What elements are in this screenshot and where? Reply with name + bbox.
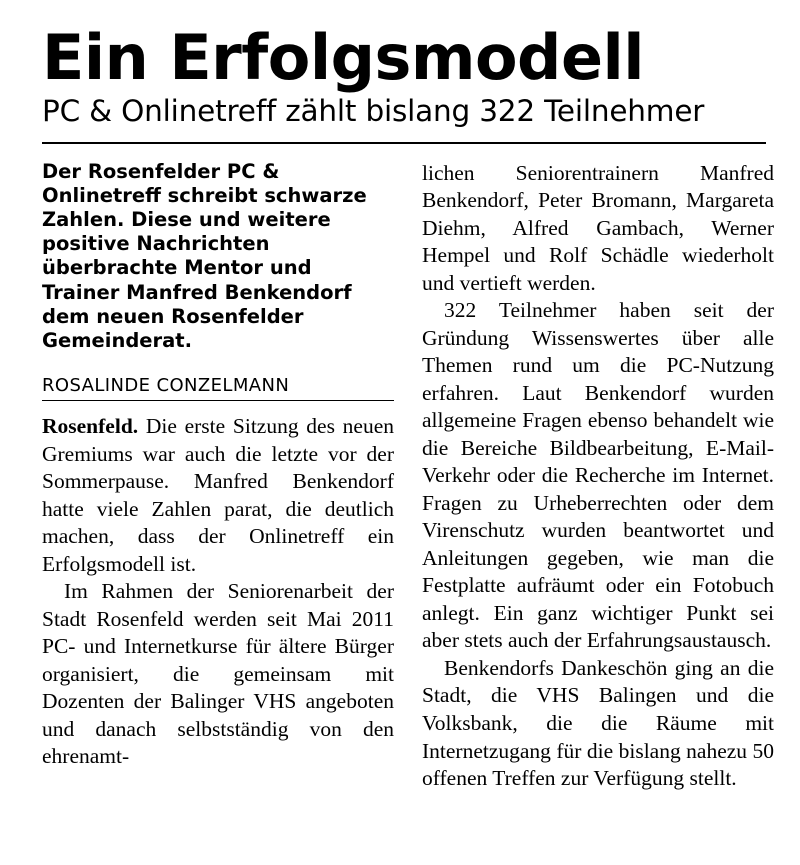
left-paragraph-1: [42, 413, 394, 578]
article-columns: [42, 159, 774, 793]
byline: ROSALINDE CONZELMANN: [42, 375, 290, 397]
article-lead: Der Rosenfelder PC & Onlinetreff schreibt schwarze Zahlen. Diese und weitere positive Nachrichten überbrachte Mentor und Trainer Manfred Benkendorf dem neuen Rosenfelder Gemeinderat.: [42, 159, 367, 352]
right-paragraph-3: Benkendorfs Dankeschön ging an die Stadt, die VHS Balingen und die Volksbank, die die Räume mit Internetzugang für die bislang nahezu 50 offenen Treffen zur Verfügung stellt.: [422, 655, 774, 791]
left-paragraph-1-text: Die erste Sitzung des neuen Gremiums war auch die letzte vor der Sommerpause. Manfred Benkendorf hatte viele Zahlen parat, die deutlich machen, dass der Onlinetreff ein Erfolgsmodell ist.: [42, 414, 394, 576]
right-paragraph-1: lichen Seniorentrainern Manfred Benkendorf, Peter Bromann, Margareta Diehm, Alfred Gambach, Werner Hempel und Rolf Schädle wiederholt und vertieft werden.: [422, 160, 774, 295]
left-paragraph-2: Im Rahmen der Seniorenarbeit der Stadt Rosenfeld werden seit Mai 2011 PC- und Internetkurse für ältere Bürger organisiert, die gemeinsam mit Dozenten der Balinger VHS angeboten und danach selbstständig von den ehrenamt-: [42, 579, 394, 769]
right-paragraph-2: 322 Teilnehmer haben seit der Gründung Wissenswertes über alle Themen rund um die PC-Nutzung erfahren. Laut Benkendorf wurden allgemeine Fragen ebenso behandelt wie die Bereiche Bildbearbeitung, E-Mail-Verkehr oder die Recherche im Internet. Fragen zu Urheberrechten oder dem Virenschutz wurden beantwortet und Anleitungen gegeben, wie man die Festplatte aufräumt oder ein Fotobuch anlegt. Ein ganz wichtiger Punkt sei aber stets auch der Erfahrungsaustausch.: [422, 298, 774, 653]
byline-divider: [42, 400, 394, 401]
right-column: [422, 160, 774, 793]
dateline: Rosenfeld.: [42, 414, 139, 439]
left-column: [42, 160, 394, 771]
page-title: Ein Erfolgsmodell: [42, 21, 644, 94]
header-divider: [42, 142, 766, 144]
article-subhead: PC & Onlinetreff zählt bislang 322 Teilnehmer: [42, 94, 705, 129]
